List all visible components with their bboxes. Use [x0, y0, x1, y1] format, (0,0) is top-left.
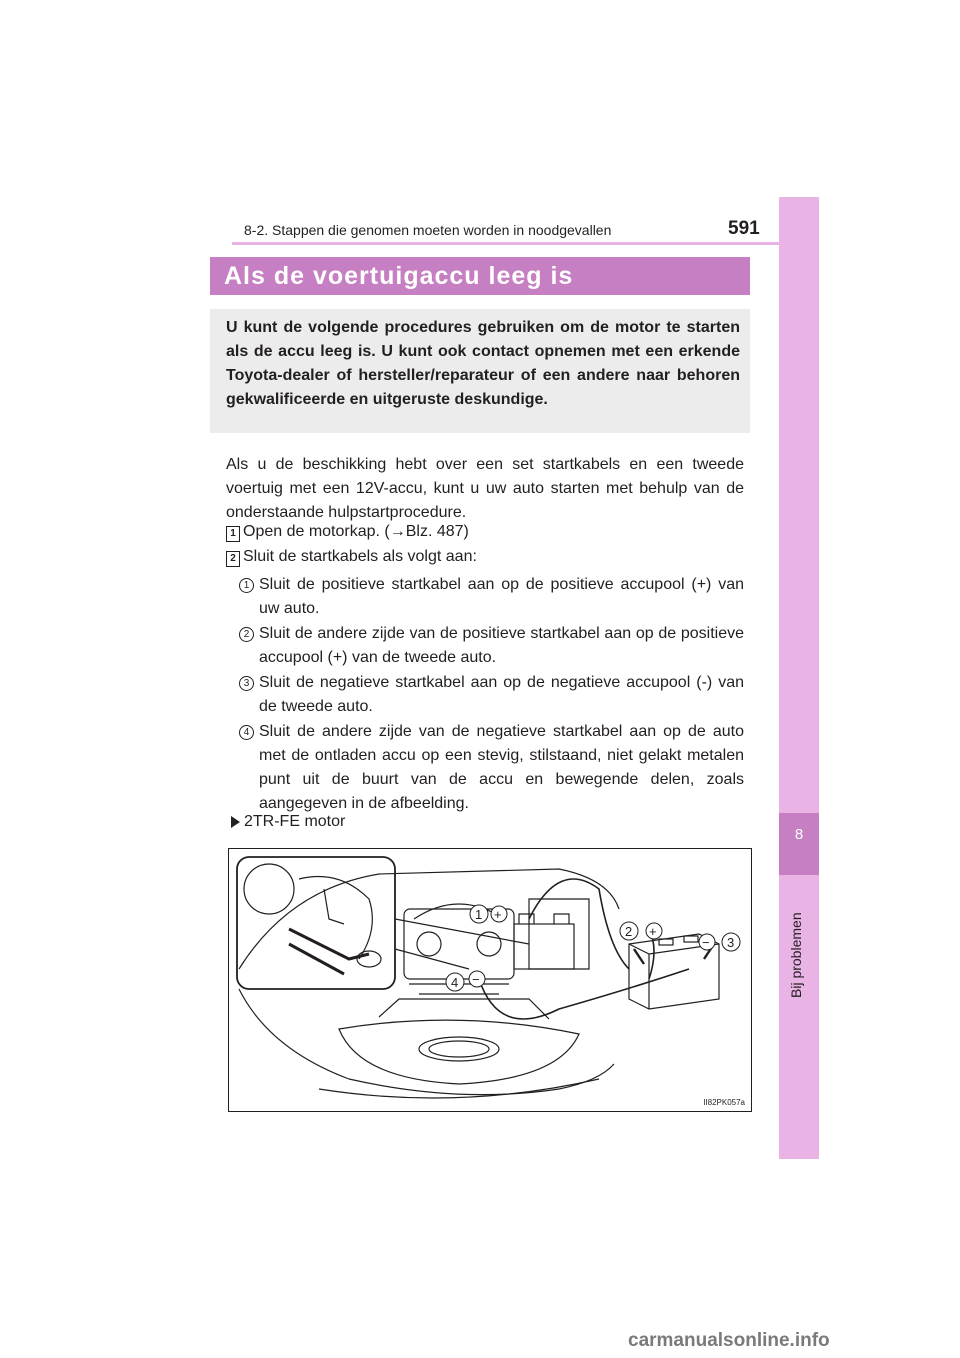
- minus-label: −: [702, 935, 710, 950]
- substep-text: Sluit de positieve startkabel aan op de positieve accupool (+) van uw auto.: [259, 576, 744, 617]
- substep-number: 1: [239, 578, 254, 593]
- section-header: 8-2. Stappen die genomen moeten worden in noodgevallen: [244, 222, 612, 238]
- substep-text: Sluit de negatieve startkabel aan op de negatieve accupool (-) van de tweede auto.: [259, 674, 744, 715]
- chapter-title-text: Bij problemen: [788, 912, 804, 998]
- jump-start-illustration: [228, 848, 752, 1112]
- body-paragraph: Als u de beschikking hebt over een set startkabels en een tweede voertuig met een 12V-accu, kunt u uw auto starten met behulp van de onderstaande hulpstartprocedure.: [226, 456, 744, 521]
- step-number-box: 1: [226, 526, 240, 542]
- section-title: Als de voertuigaccu leeg is: [224, 262, 574, 290]
- section-banner: [210, 257, 750, 295]
- engine-label: 2TR-FE motor: [244, 813, 346, 830]
- figure-code: II82PK057a: [703, 1098, 745, 1107]
- callout-1-label: 1: [475, 907, 483, 922]
- intro-text: U kunt de volgende procedures gebruiken om de motor te starten als de accu leeg is. U kunt ook contact opnemen met een erkende Toyota-dealer of hersteller/reparateur of een andere naar behoren gekwalificeerde en uitgeruste deskundige.: [226, 319, 740, 408]
- chapter-number-tab: [779, 813, 819, 875]
- substep-text: Sluit de andere zijde van de positieve startkabel aan op de positieve accupool (+) van de tweede auto.: [259, 625, 744, 666]
- step-number-box: 2: [226, 551, 240, 567]
- callout-2-label: 2: [625, 924, 633, 939]
- header-rule: [232, 242, 819, 245]
- chapter-number: 8: [794, 826, 804, 843]
- callout-4-label: 4: [451, 975, 459, 990]
- engine-bay-drawing: [229, 849, 751, 1111]
- substep-text: Sluit de andere zijde van de negatieve startkabel aan op de auto met de ontladen accu op een stevig, stilstaand, niet gelakt metalen punt uit de buurt van de accu en bewegende delen, zoals aangegeven in de afbeelding.: [259, 723, 744, 812]
- intro-box: [210, 309, 750, 433]
- callout-3-label: 3: [727, 935, 735, 950]
- bullet-triangle-icon: [231, 816, 240, 828]
- step-text: Sluit de startkabels als volgt aan:: [243, 548, 477, 565]
- chapter-side-tab: [779, 197, 819, 1159]
- watermark: carmanualsonline.info: [628, 1330, 830, 1351]
- substep-number: 3: [239, 676, 254, 691]
- plus-label: +: [494, 907, 502, 922]
- substep-number: 2: [239, 627, 254, 642]
- page-number: 591: [728, 218, 760, 239]
- minus-label-2: −: [472, 972, 480, 987]
- step-text: Open de motorkap. (→Blz. 487): [243, 523, 469, 540]
- substep-number: 4: [239, 725, 254, 740]
- chapter-title: [783, 890, 803, 1000]
- plus-label-2: +: [649, 924, 657, 939]
